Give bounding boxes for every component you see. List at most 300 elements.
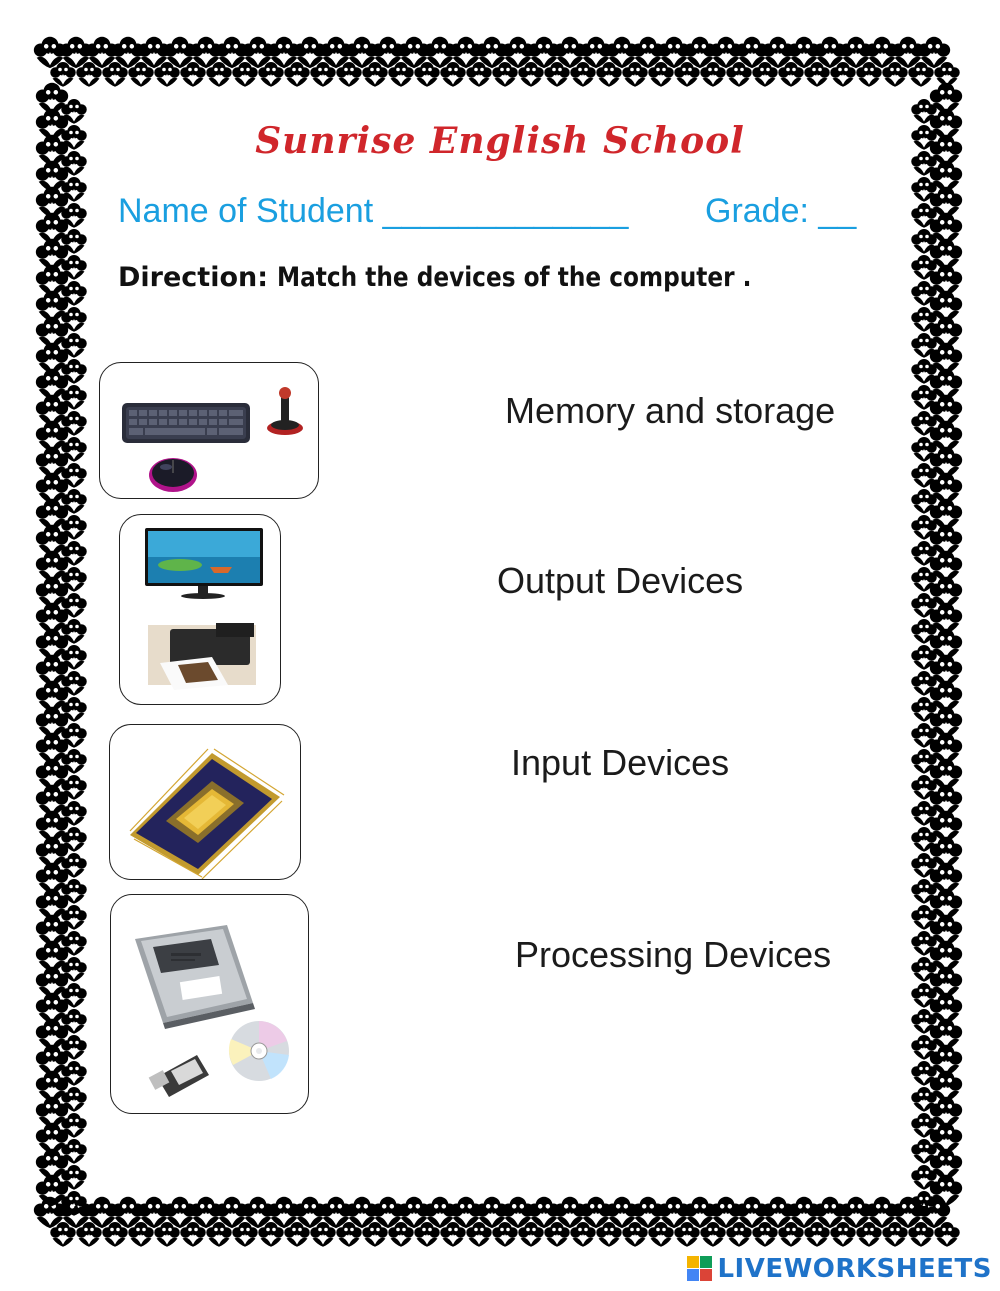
- border-ornament: [930, 421, 962, 452]
- border-ornament: [61, 827, 87, 852]
- border-ornament: [112, 1197, 144, 1228]
- border-ornament: [674, 1222, 700, 1247]
- border-ornament: [648, 62, 674, 87]
- border-ornament: [138, 37, 170, 68]
- border-ornament: [372, 37, 404, 68]
- border-ornament: [911, 281, 937, 306]
- border-ornament: [61, 931, 87, 956]
- border-ornament: [36, 1175, 68, 1206]
- border-ornament: [346, 1197, 378, 1228]
- border-ornament: [911, 203, 937, 228]
- border-ornament: [50, 62, 76, 87]
- border-ornament: [544, 1222, 570, 1247]
- border-ornament: [762, 1197, 794, 1228]
- cpu-chip-icon: [130, 749, 284, 879]
- direction-text: Match the devices of the computer .: [276, 262, 752, 293]
- border-ornament: [61, 229, 87, 254]
- border-ornament: [892, 1197, 924, 1228]
- border-ornament: [138, 1197, 170, 1228]
- border-ornament: [61, 1139, 87, 1164]
- border-ornament: [36, 1123, 68, 1154]
- border-ornament: [684, 1197, 716, 1228]
- border-ornament: [61, 905, 87, 930]
- student-name-label: Name of Student: [118, 192, 374, 230]
- border-ornament: [86, 37, 118, 68]
- border-ornament: [930, 83, 962, 114]
- border-ornament: [930, 707, 962, 738]
- border-ornament: [61, 801, 87, 826]
- border-ornament: [930, 213, 962, 244]
- option-memory-and-storage[interactable]: Memory and storage: [505, 390, 836, 431]
- border-ornament: [930, 369, 962, 400]
- border-ornament: [911, 619, 937, 644]
- border-ornament: [934, 62, 960, 87]
- border-ornament: [911, 411, 937, 436]
- border-ornament: [76, 1222, 102, 1247]
- border-ornament: [930, 577, 962, 608]
- border-ornament: [440, 62, 466, 87]
- border-ornament: [36, 83, 68, 114]
- border-ornament: [911, 385, 937, 410]
- border-ornament: [580, 37, 612, 68]
- monitor-icon: [145, 528, 263, 599]
- border-ornament: [930, 1045, 962, 1076]
- border-ornament: [814, 37, 846, 68]
- border-ornament: [180, 1222, 206, 1247]
- border-ornament: [36, 603, 68, 634]
- border-ornament: [61, 1191, 87, 1216]
- border-ornament: [36, 655, 68, 686]
- border-ornament: [36, 499, 68, 530]
- border-ornament: [424, 1197, 456, 1228]
- border-ornament: [61, 775, 87, 800]
- border-ornament: [36, 291, 68, 322]
- border-ornament: [930, 681, 962, 712]
- border-ornament: [242, 1197, 274, 1228]
- border-ornament: [911, 437, 937, 462]
- border-ornament: [930, 889, 962, 920]
- border-ornament: [466, 1222, 492, 1247]
- border-ornament: [61, 619, 87, 644]
- border-ornament: [911, 1009, 937, 1034]
- border-ornament: [736, 1197, 768, 1228]
- border-ornament: [911, 697, 937, 722]
- joystick-icon: [267, 387, 303, 435]
- border-ornament: [164, 37, 196, 68]
- border-ornament: [866, 1197, 898, 1228]
- border-ornament: [911, 515, 937, 540]
- border-ornament: [606, 1197, 638, 1228]
- border-ornament: [778, 1222, 804, 1247]
- border-ornament: [674, 62, 700, 87]
- border-ornament: [284, 62, 310, 87]
- border-ornament: [911, 567, 937, 592]
- border-ornament: [61, 671, 87, 696]
- border-ornament: [580, 1197, 612, 1228]
- border-ornament: [466, 62, 492, 87]
- border-ornament: [102, 1222, 128, 1247]
- grade-label: Grade:: [705, 192, 809, 230]
- liveworksheets-logo-icon: [687, 1256, 713, 1282]
- border-ornament: [930, 759, 962, 790]
- border-ornament: [61, 983, 87, 1008]
- border-ornament: [892, 37, 924, 68]
- border-ornament: [34, 37, 66, 68]
- border-ornament: [268, 37, 300, 68]
- border-ornament: [36, 1149, 68, 1180]
- border-ornament: [930, 629, 962, 660]
- border-ornament: [911, 489, 937, 514]
- border-ornament: [930, 733, 962, 764]
- border-ornament: [492, 62, 518, 87]
- border-ornament: [658, 37, 690, 68]
- border-ornament: [911, 853, 937, 878]
- border-ornament: [528, 1197, 560, 1228]
- border-ornament: [606, 37, 638, 68]
- border-ornament: [398, 37, 430, 68]
- border-ornament: [908, 62, 934, 87]
- border-ornament: [930, 1019, 962, 1050]
- border-ornament: [911, 827, 937, 852]
- border-ornament: [388, 1222, 414, 1247]
- border-ornament: [154, 62, 180, 87]
- border-ornament: [476, 37, 508, 68]
- border-ornament: [414, 62, 440, 87]
- border-ornament: [911, 957, 937, 982]
- border-ornament: [544, 62, 570, 87]
- border-ornament: [61, 1009, 87, 1034]
- border-ornament: [930, 863, 962, 894]
- liveworksheets-logo: [687, 1254, 992, 1284]
- border-ornament: [930, 395, 962, 426]
- border-ornament: [61, 567, 87, 592]
- border-ornament: [930, 551, 962, 582]
- grade-blank[interactable]: __: [818, 192, 857, 230]
- border-ornament: [622, 62, 648, 87]
- border-ornament: [268, 1197, 300, 1228]
- border-ornament: [164, 1197, 196, 1228]
- border-ornament: [596, 62, 622, 87]
- border-ornament: [930, 1097, 962, 1128]
- border-ornament: [320, 1197, 352, 1228]
- border-ornament: [36, 551, 68, 582]
- border-ornament: [61, 1061, 87, 1086]
- border-ornament: [911, 463, 937, 488]
- border-ornament: [930, 785, 962, 816]
- border-ornament: [450, 1197, 482, 1228]
- cd-disc-icon: [229, 1021, 289, 1081]
- border-ornament: [294, 1197, 326, 1228]
- border-ornament: [36, 707, 68, 738]
- border-ornament: [502, 1197, 534, 1228]
- border-ornament: [930, 1175, 962, 1206]
- keyboard-icon: [122, 403, 250, 443]
- border-ornament: [930, 343, 962, 374]
- border-ornament: [911, 255, 937, 280]
- border-ornament: [911, 359, 937, 384]
- border-ornament: [476, 1197, 508, 1228]
- direction-label: Direction:: [118, 262, 269, 293]
- border-ornament: [36, 941, 68, 972]
- border-ornament: [61, 1087, 87, 1112]
- storage-devices-picture[interactable]: [110, 894, 309, 1114]
- border-ornament: [710, 1197, 742, 1228]
- border-ornament: [61, 853, 87, 878]
- border-ornament: [242, 37, 274, 68]
- border-ornament: [61, 1165, 87, 1190]
- border-ornament: [856, 1222, 882, 1247]
- border-ornament: [930, 161, 962, 192]
- border-ornament: [622, 1222, 648, 1247]
- border-ornament: [911, 307, 937, 332]
- border-ornament: [518, 1222, 544, 1247]
- border-ornament: [36, 161, 68, 192]
- border-ornament: [930, 317, 962, 348]
- border-ornament: [930, 837, 962, 868]
- border-ornament: [61, 541, 87, 566]
- border-ornament: [570, 62, 596, 87]
- border-ornament: [930, 1149, 962, 1180]
- border-ornament: [911, 645, 937, 670]
- border-ornament: [36, 577, 68, 608]
- border-ornament: [911, 333, 937, 358]
- border-ornament: [61, 255, 87, 280]
- border-ornament: [596, 1222, 622, 1247]
- border-ornament: [762, 37, 794, 68]
- border-ornament: [930, 941, 962, 972]
- border-ornament: [930, 993, 962, 1024]
- border-ornament: [36, 1071, 68, 1102]
- mouse-icon: [149, 458, 197, 492]
- border-ornament: [814, 1197, 846, 1228]
- border-ornament: [216, 37, 248, 68]
- border-ornament: [36, 915, 68, 946]
- border-ornament: [648, 1222, 674, 1247]
- border-ornament: [36, 863, 68, 894]
- border-ornament: [840, 37, 872, 68]
- border-ornament: [736, 37, 768, 68]
- option-processing-devices[interactable]: Processing Devices: [515, 934, 832, 975]
- border-ornament: [911, 879, 937, 904]
- border-ornament: [911, 1165, 937, 1190]
- border-ornament: [61, 697, 87, 722]
- border-ornament: [930, 1071, 962, 1102]
- border-ornament: [36, 421, 68, 452]
- border-ornament: [36, 1019, 68, 1050]
- border-ornament: [911, 983, 937, 1008]
- border-ornament: [36, 213, 68, 244]
- border-ornament: [216, 1197, 248, 1228]
- border-ornament: [726, 1222, 752, 1247]
- option-input-devices[interactable]: Input Devices: [511, 742, 730, 783]
- border-ornament: [61, 307, 87, 332]
- border-ornament: [36, 317, 68, 348]
- border-ornament: [632, 1197, 664, 1228]
- border-ornament: [840, 1197, 872, 1228]
- border-ornament: [36, 733, 68, 764]
- border-ornament: [726, 62, 752, 87]
- border-ornament: [554, 1197, 586, 1228]
- border-ornament: [61, 359, 87, 384]
- border-ornament: [310, 62, 336, 87]
- border-ornament: [60, 37, 92, 68]
- border-ornament: [336, 62, 362, 87]
- border-ornament: [206, 62, 232, 87]
- border-ornament: [36, 837, 68, 868]
- direction-line: [118, 262, 828, 293]
- border-ornament: [61, 749, 87, 774]
- border-ornament: [830, 62, 856, 87]
- border-ornament: [911, 229, 937, 254]
- border-ornament: [882, 1222, 908, 1247]
- border-ornament: [788, 1197, 820, 1228]
- border-ornament: [61, 333, 87, 358]
- border-ornament: [752, 1222, 778, 1247]
- border-ornament: [911, 931, 937, 956]
- border-ornament: [61, 645, 87, 670]
- border-ornament: [911, 905, 937, 930]
- border-ornament: [36, 811, 68, 842]
- border-ornament: [36, 187, 68, 218]
- student-name-field[interactable]: [118, 192, 628, 231]
- border-ornament: [112, 37, 144, 68]
- border-ornament: [930, 1123, 962, 1154]
- usb-drive-icon: [149, 1055, 209, 1097]
- border-ornament: [61, 281, 87, 306]
- border-ornament: [61, 437, 87, 462]
- border-ornament: [930, 525, 962, 556]
- student-name-blank[interactable]: _____________: [382, 192, 629, 230]
- border-ornament: [154, 1222, 180, 1247]
- border-ornament: [414, 1222, 440, 1247]
- border-ornament: [36, 525, 68, 556]
- border-ornament: [362, 1222, 388, 1247]
- border-ornament: [804, 62, 830, 87]
- border-ornament: [36, 239, 68, 270]
- border-ornament: [34, 1197, 66, 1228]
- border-ornament: [36, 473, 68, 504]
- border-ornament: [930, 967, 962, 998]
- border-ornament: [180, 62, 206, 87]
- border-ornament: [658, 1197, 690, 1228]
- border-ornament: [61, 515, 87, 540]
- processing-devices-picture[interactable]: [109, 724, 301, 880]
- border-ornament: [61, 203, 87, 228]
- border-ornament: [346, 37, 378, 68]
- border-ornament: [76, 62, 102, 87]
- printer-icon: [148, 623, 256, 690]
- border-ornament: [911, 541, 937, 566]
- input-devices-picture[interactable]: [99, 362, 319, 499]
- border-ornament: [882, 62, 908, 87]
- border-ornament: [36, 681, 68, 712]
- border-ornament: [911, 1139, 937, 1164]
- border-ornament: [36, 967, 68, 998]
- border-ornament: [856, 62, 882, 87]
- border-ornament: [911, 593, 937, 618]
- border-ornament: [36, 447, 68, 478]
- border-ornament: [752, 62, 778, 87]
- border-ornament: [258, 1222, 284, 1247]
- border-ornament: [918, 1197, 950, 1228]
- border-ornament: [61, 411, 87, 436]
- border-ornament: [336, 1222, 362, 1247]
- border-ornament: [930, 473, 962, 504]
- border-ornament: [36, 785, 68, 816]
- school-title: Sunrise English School: [255, 120, 745, 162]
- border-ornament: [61, 463, 87, 488]
- border-ornament: [232, 62, 258, 87]
- border-ornament: [190, 37, 222, 68]
- output-devices-picture[interactable]: [119, 514, 281, 705]
- border-ornament: [232, 1222, 258, 1247]
- border-ornament: [36, 889, 68, 920]
- border-ornament: [778, 62, 804, 87]
- border-ornament: [930, 447, 962, 478]
- border-ornament: [258, 62, 284, 87]
- border-ornament: [911, 1035, 937, 1060]
- border-ornament: [61, 177, 87, 202]
- border-ornament: [788, 37, 820, 68]
- border-ornament: [61, 723, 87, 748]
- border-ornament: [930, 239, 962, 270]
- border-ornament: [710, 37, 742, 68]
- border-ornament: [700, 62, 726, 87]
- border-ornament: [190, 1197, 222, 1228]
- border-ornament: [866, 37, 898, 68]
- border-ornament: [911, 1191, 937, 1216]
- border-ornament: [36, 343, 68, 374]
- border-ornament: [36, 1045, 68, 1076]
- border-ornament: [36, 369, 68, 400]
- border-ornament: [502, 37, 534, 68]
- border-ornament: [61, 957, 87, 982]
- border-ornament: [804, 1222, 830, 1247]
- border-ornament: [911, 801, 937, 826]
- option-output-devices[interactable]: Output Devices: [497, 560, 744, 601]
- border-ornament: [911, 1061, 937, 1086]
- border-ornament: [930, 291, 962, 322]
- border-ornament: [632, 37, 664, 68]
- border-ornament: [372, 1197, 404, 1228]
- border-ornament: [908, 1222, 934, 1247]
- border-ornament: [424, 37, 456, 68]
- border-ornament: [128, 1222, 154, 1247]
- border-ornament: [61, 489, 87, 514]
- border-ornament: [206, 1222, 232, 1247]
- border-ornament: [830, 1222, 856, 1247]
- border-ornament: [440, 1222, 466, 1247]
- border-ornament: [930, 915, 962, 946]
- border-ornament: [911, 775, 937, 800]
- border-ornament: [36, 265, 68, 296]
- border-ornament: [128, 62, 154, 87]
- border-ornament: [61, 1113, 87, 1138]
- border-ornament: [36, 395, 68, 426]
- border-ornament: [911, 749, 937, 774]
- border-ornament: [934, 1222, 960, 1247]
- border-ornament: [930, 811, 962, 842]
- grade-field[interactable]: [705, 192, 856, 231]
- border-ornament: [388, 62, 414, 87]
- border-ornament: [911, 1113, 937, 1138]
- border-ornament: [36, 629, 68, 660]
- border-ornament: [492, 1222, 518, 1247]
- border-ornament: [518, 62, 544, 87]
- border-ornament: [930, 187, 962, 218]
- border-ornament: [61, 593, 87, 618]
- hard-drive-icon: [135, 925, 255, 1029]
